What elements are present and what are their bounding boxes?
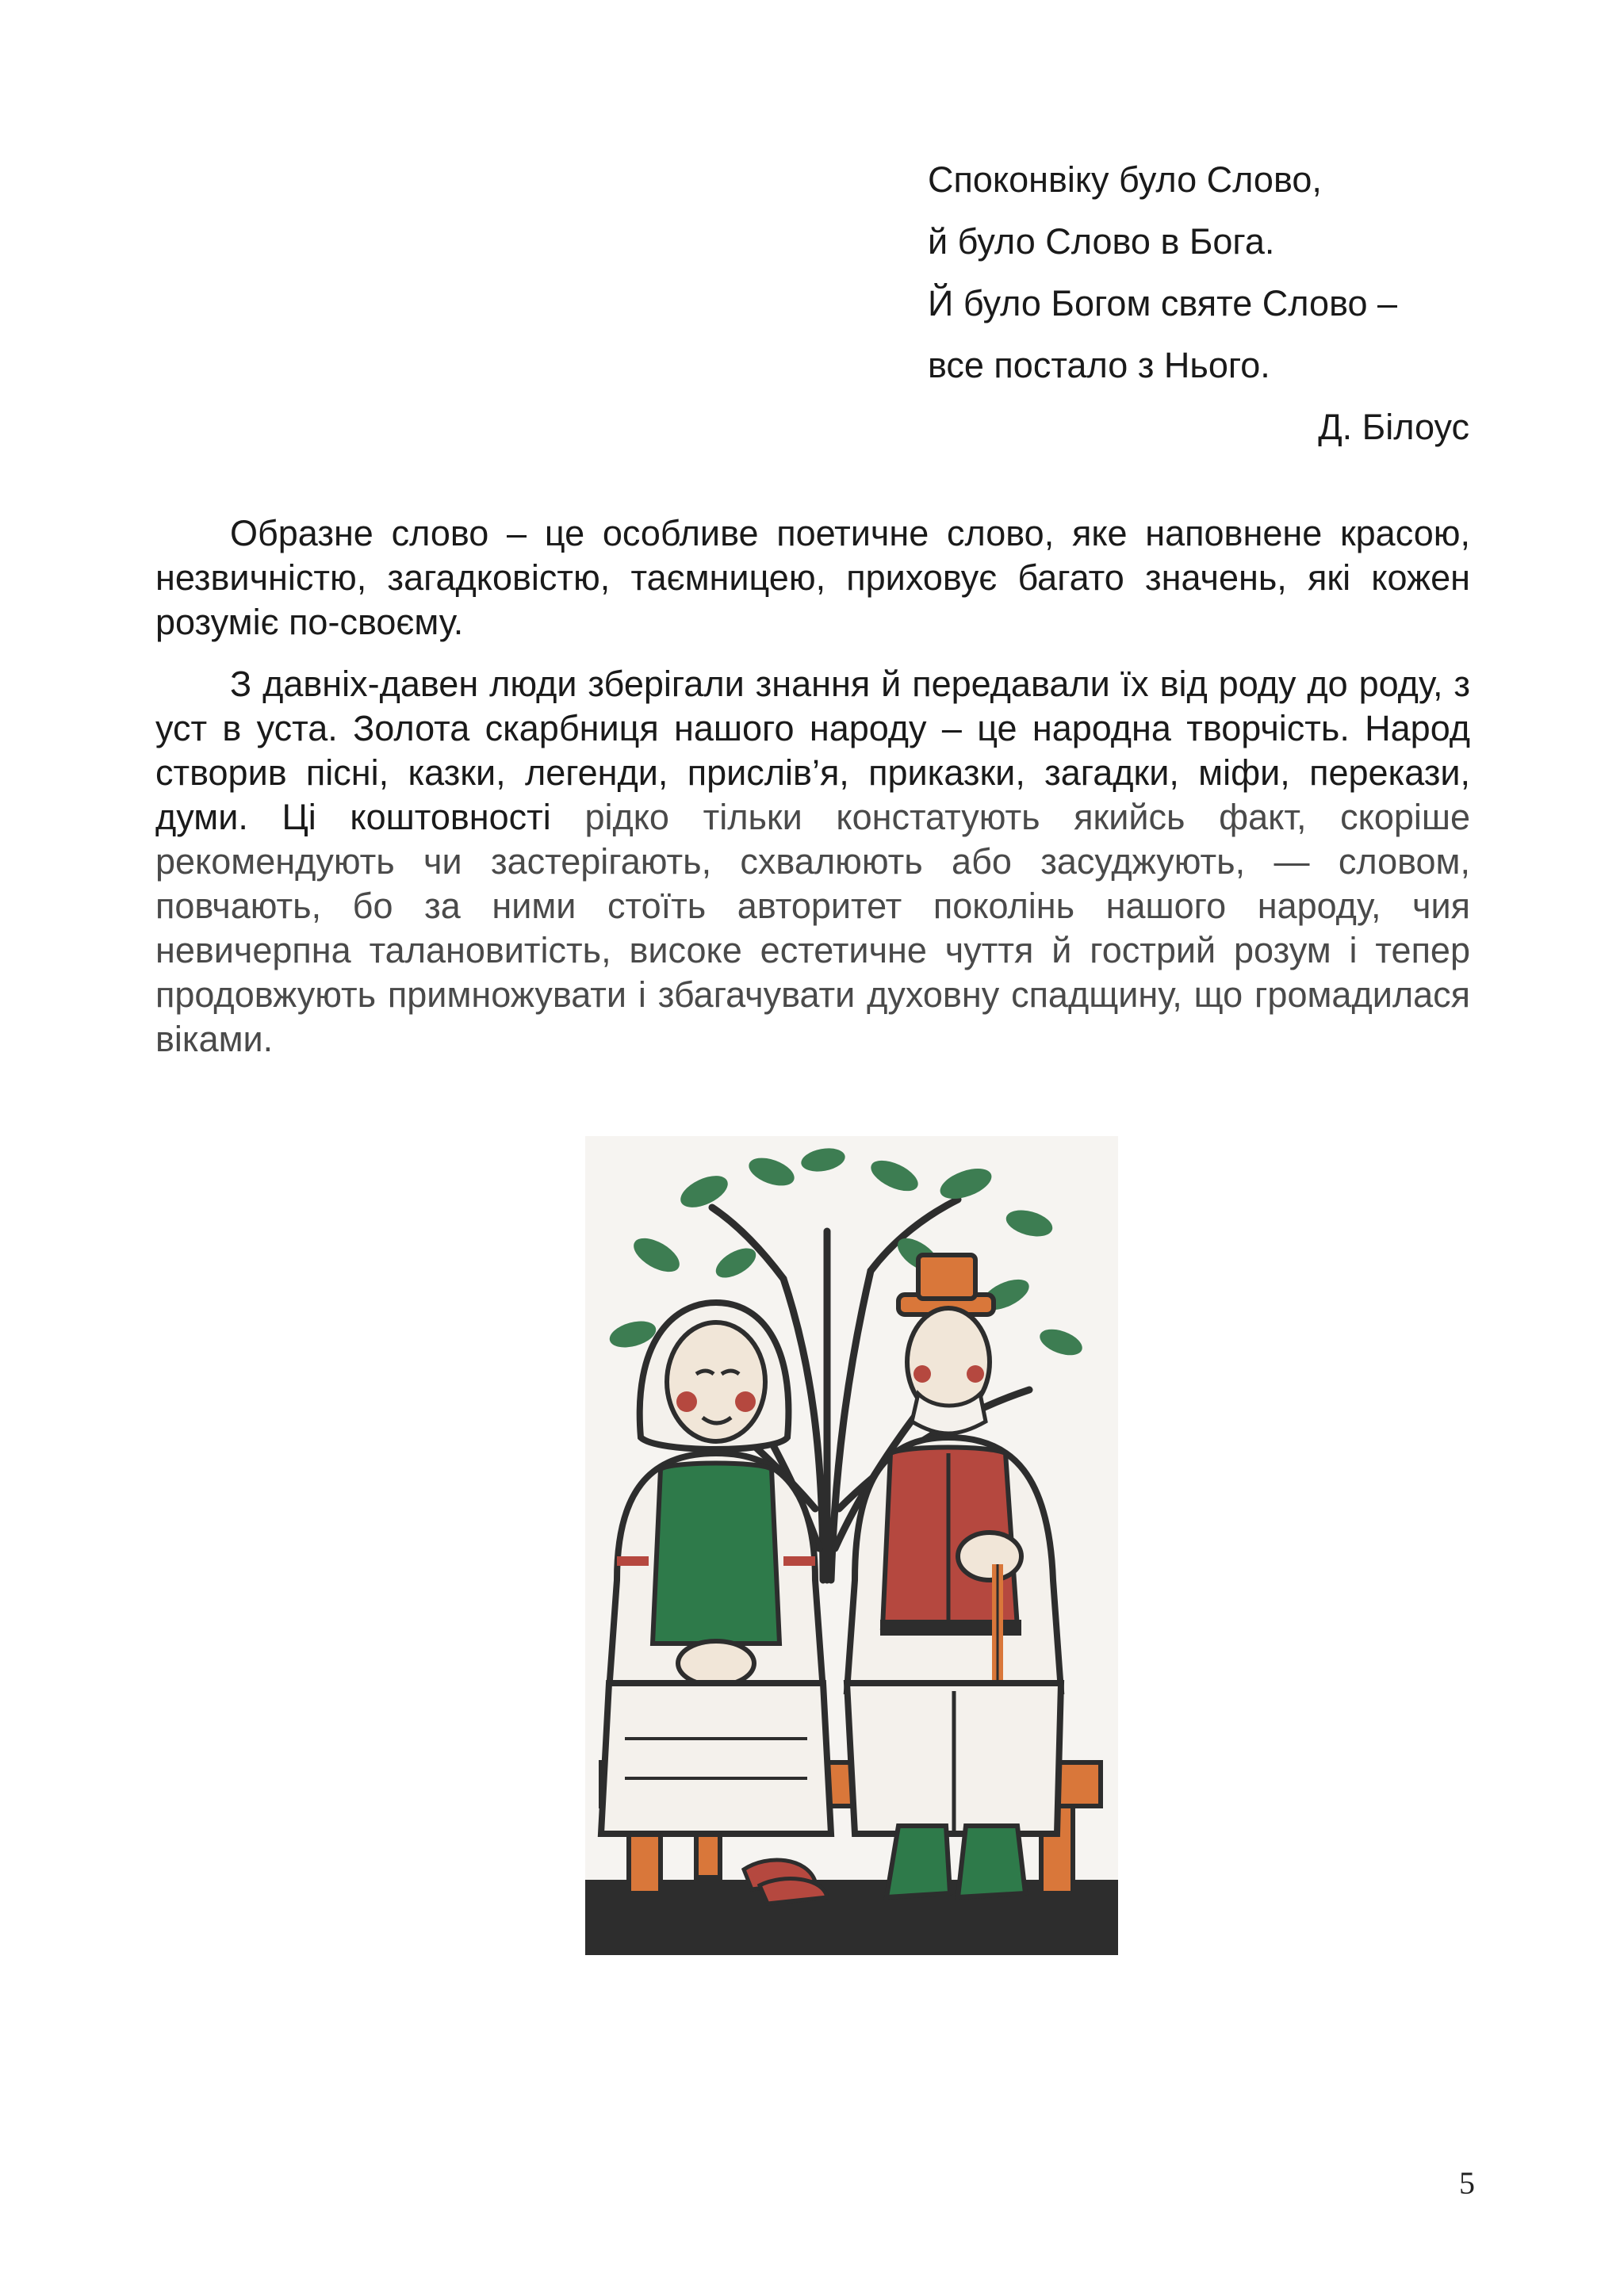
ground <box>585 1880 1118 1955</box>
epigraph-line-2: й було Слово в Бога. <box>928 221 1275 262</box>
epigraph-line-1: Споконвіку було Слово, <box>928 159 1322 200</box>
page-number: 5 <box>1459 2165 1475 2201</box>
epigraph <box>928 149 1483 458</box>
epigraph-line-3: Й було Богом святе Слово – <box>928 283 1398 323</box>
paragraph-2-main: З давніх-давен люди зберігали знання й передавали їх від роду до роду, з уст в уста. Золота скарбниця нашого народу – це народна творчість. Народ створив пісні, казки, легенди, прислів’я, приказки, загадки, міфи, перекази, думи. Ці коштовності <box>155 664 1470 837</box>
epigraph-author: Д. Білоус <box>1318 407 1469 447</box>
paragraph-2 <box>155 662 1470 1062</box>
elderly-couple-under-tree-picture <box>585 1136 1118 1955</box>
paragraph-2-faint: рідко тільки констатують якийсь факт, скоріше рекомендують чи застерігають, схвалюють або засуджують, — словом, повчають, бо за ними стоїть авторитет поколінь нашого народу, чия невичерпна талановитість, високе естетичне чуття й гострий розум і тепер продовжують примножувати і збагачувати духовну спадщину, що громадилася віками. <box>155 797 1471 1059</box>
folk-art-illustration <box>585 1136 1118 1955</box>
paragraph-1: Образне слово – це особливе поетичне слово, яке наповнене красою, незвичністю, загадковістю, таємницею, приховує багато значень, які кожен розуміє по-своєму. <box>155 513 1470 642</box>
body-text <box>155 511 1470 1079</box>
epigraph-line-4: все постало з Нього. <box>928 345 1270 385</box>
